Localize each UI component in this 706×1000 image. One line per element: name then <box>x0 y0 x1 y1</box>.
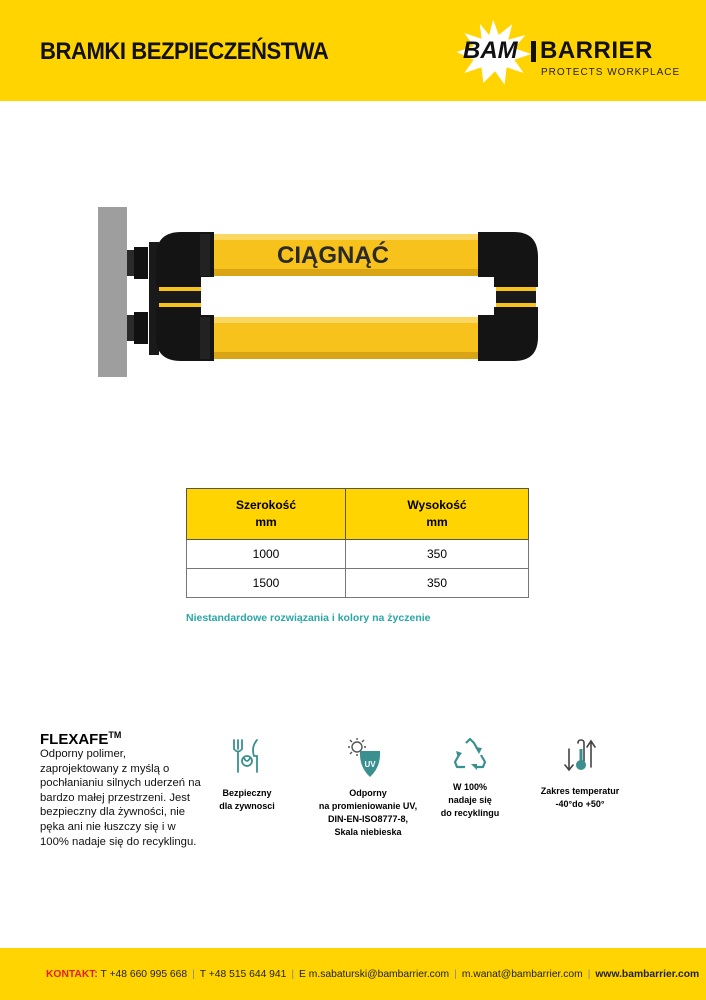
email-2[interactable]: m.wanat@bambarrier.com <box>461 969 583 980</box>
header-bar <box>0 0 706 101</box>
table-header-row <box>187 489 529 540</box>
feature-line: nadaje się <box>448 795 492 805</box>
feature-line: Zakres temperatur <box>540 786 620 796</box>
width-header <box>187 489 346 540</box>
flexafe-description: Odporny polimer, zaprojektowany z myślą o pochłanianiu silnych uderzeń na bardzo małej przestrzeni. Jest bezpieczny dla żywności, nie pęka ani nie łuszczy się i w 100% nadaje się do recyklingu. <box>40 748 201 848</box>
separator: | <box>192 969 195 980</box>
feature-line: DIN-EN-ISO8777-8, <box>327 814 409 824</box>
table-row <box>187 569 529 598</box>
table-cell-height: 350 <box>346 569 529 598</box>
recycle-icon <box>451 737 489 773</box>
phone-2[interactable]: T +48 515 644 941 <box>199 969 287 980</box>
dimensions-table <box>186 488 529 598</box>
width-header-label: Szerokość <box>235 498 297 512</box>
logo-divider <box>531 41 536 62</box>
height-header <box>346 489 529 540</box>
contact-label: KONTAKT: <box>46 969 98 980</box>
feature-line: Odporny <box>349 788 387 798</box>
feature-line: Bezpieczny <box>222 788 272 798</box>
feature-food-safe <box>205 737 289 813</box>
table-row <box>187 540 529 569</box>
logo-bam-text: BAM <box>463 37 518 64</box>
feature-line: do recyklingu <box>440 808 500 818</box>
height-header-label: Wysokość <box>407 498 467 512</box>
separator: | <box>454 969 457 980</box>
table-cell-height: 350 <box>346 540 529 569</box>
contact-line <box>46 969 699 980</box>
flexafe-name: FLEXAFE <box>40 731 109 748</box>
feature-temperature <box>530 737 630 811</box>
feature-recyclable <box>430 737 510 820</box>
uv-badge-text: UV <box>364 760 376 769</box>
food-safe-icon <box>227 737 267 775</box>
website-link[interactable]: www.bambarrier.com <box>595 969 700 980</box>
trademark-mark: TM <box>108 730 122 740</box>
height-header-unit: mm <box>426 515 448 529</box>
brand-logo <box>455 18 685 88</box>
page-title: BRAMKI BEZPIECZEŃSTWA <box>40 38 329 65</box>
feature-line: W 100% <box>452 782 487 792</box>
logo-tagline: PROTECTS WORKPLACE <box>541 67 681 78</box>
table-cell-width: 1500 <box>187 569 346 598</box>
table-cell-width: 1000 <box>187 540 346 569</box>
feature-uv-resistant <box>306 737 430 839</box>
custom-solutions-note: Niestandardowe rozwiązania i kolory na życzenie <box>186 612 431 624</box>
feature-line: dla zywnosci <box>219 801 275 811</box>
logo-barrier-text: BARRIER <box>540 37 653 64</box>
separator: | <box>291 969 295 980</box>
feature-line: Skala niebieska <box>334 827 402 837</box>
temperature-icon <box>560 737 600 777</box>
feature-line: -40°do +50° <box>555 799 605 809</box>
feature-line: na promieniowanie UV, <box>318 801 418 811</box>
email-1[interactable]: E m.sabaturski@bambarrier.com <box>299 969 450 980</box>
flexafe-title <box>40 730 121 748</box>
uv-resistant-icon <box>346 737 390 781</box>
phone-1[interactable]: T +48 660 995 668 <box>100 969 188 980</box>
safety-gate-illustration <box>96 207 546 382</box>
width-header-unit: mm <box>255 515 277 529</box>
separator: | <box>587 969 591 980</box>
gate-label: CIĄGNĄĆ <box>277 242 389 269</box>
